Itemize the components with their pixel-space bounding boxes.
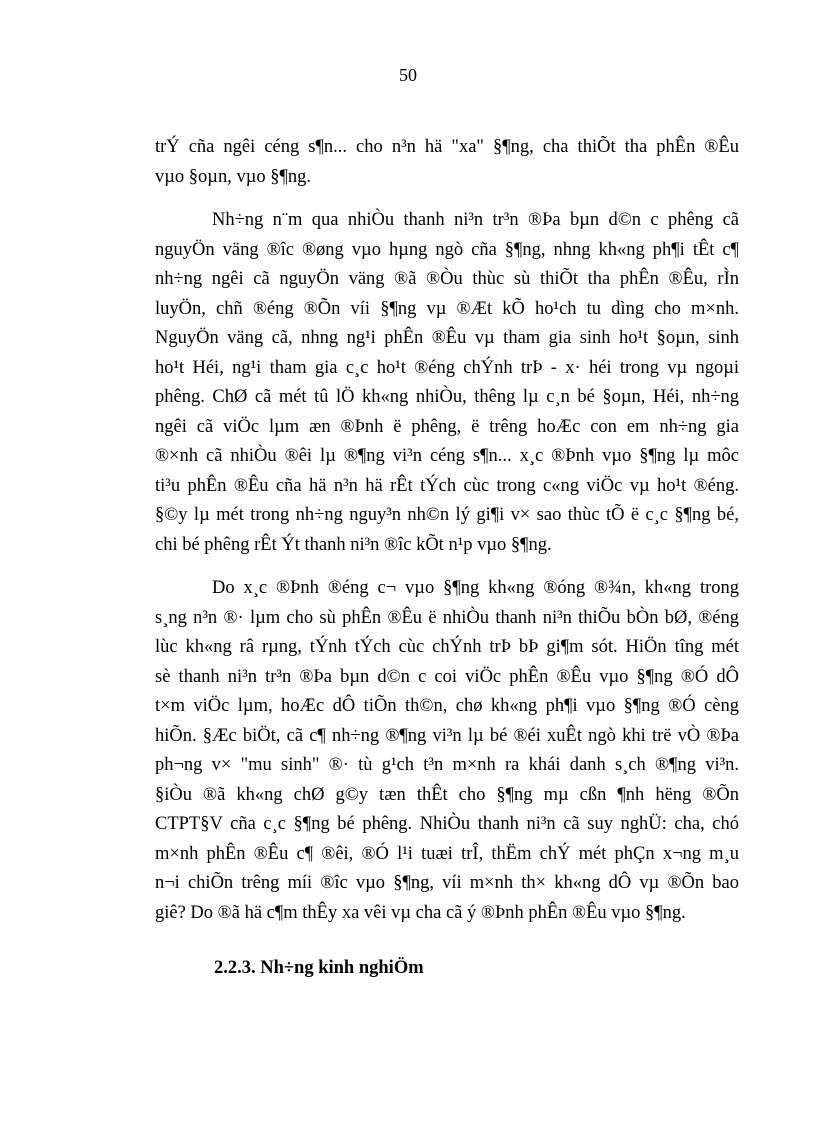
text-line: ph¬ng v× "mu sinh" ®· tù g¹ch t³n m×nh ra khái danh s¸ch ®¶ng vi³n. <box>155 755 739 775</box>
section-heading: 2.2.3. Nh÷ng kinh nghiÖm <box>214 958 424 978</box>
text-line: trÝ cña ngêi céng s¶n... cho n³n hä "xa" §¶ng, cha thiÕt tha phÊn ®Êu <box>155 137 739 157</box>
text-line: NguyÖn väng cã, nhng ng¹i phÊn ®Êu vµ tham gia sinh ho¹t §oµn, sinh <box>155 328 739 348</box>
text-line: n¬i chiÕn trêng míi ®îc vµo §¶ng, víi m×nh th× kh«ng dÔ vµ ®Õn bao <box>155 873 739 893</box>
text-line: nh÷ng ngêi cã nguyÖn väng ®ã ®Òu thùc sù thiÕt tha phÊn ®Êu, rÌn <box>155 269 739 289</box>
text-line: hiÕn. §Æc biÖt, cã c¶ nh÷ng ®¶ng vi³n lµ bé ®éi xuÊt ngò khi trë vÒ ®Þa <box>155 725 739 746</box>
text-line: ngêi cã viÖc lµm æn ®Þnh ë phêng, ë trêng hoÆc con em nh÷ng gia <box>155 416 739 437</box>
text-line: m×nh phÊn ®Êu c¶ ®êi, ®Ó l¹i tuæi trÎ, thËm chÝ mét phÇn x¬ng m¸u <box>155 843 739 864</box>
text-line: luyÖn, chñ ®éng ®Õn víi §¶ng vµ ®Æt kÕ ho¹ch tu dìng cho m×nh. <box>155 298 739 319</box>
text-line: §iÒu ®ã kh«ng chØ g©y tæn thÊt cho §¶ng mµ cßn ¶nh hëng ®Õn <box>155 784 739 805</box>
paragraph-3 <box>155 574 739 928</box>
text-line: nguyÖn väng ®îc ®øng vµo hµng ngò cña §¶ng, nhng kh«ng ph¶i tÊt c¶ <box>155 239 739 260</box>
text-line: phêng. ChØ cã mét tû lÖ kh«ng nhiÒu, thêng lµ c¸n bé §oµn, Héi, nh÷ng <box>155 387 739 407</box>
text-line: Do x¸c ®Þnh ®éng c¬ vµo §¶ng kh«ng ®óng ®¾n, kh«ng trong <box>212 578 739 598</box>
text-line: giê? Do ®ã hä c¶m thÊy xa vêi vµ cha cã ý ®Þnh phÊn ®Êu vµo §¶ng. <box>155 902 686 923</box>
text-line: s¸ng n³n ®· lµm cho sù phÊn ®Êu ë nhiÒu thanh ni³n thiÕu bÒn bØ, ®éng <box>155 607 739 628</box>
text-line: ti³u phÊn ®Êu cña hä n³n hä rÊt tÝch cùc trong c«ng viÖc vµ ho¹t ®éng. <box>155 475 739 496</box>
text-line: t×m viÖc lµm, hoÆc dÔ tiÕn th©n, chø kh«ng ph¶i vµo §¶ng ®Ó cèng <box>155 696 739 716</box>
text-line: chi bé phêng rÊt Ýt thanh ni³n ®îc kÕt n¹p vµo §¶ng. <box>155 534 552 555</box>
text-line: sè thanh ni³n tr³n ®Þa bµn d©n c coi viÖc phÊn ®Êu vµo §¶ng ®Ó dÔ <box>155 666 739 687</box>
text-line: vµo §oµn, vµo §¶ng. <box>155 166 311 187</box>
text-line: Nh÷ng n¨m qua nhiÒu thanh ni³n tr³n ®Þa bµn d©n c phêng cã <box>212 210 739 230</box>
text-line: ho¹t Héi, ng¹i tham gia c¸c ho¹t ®éng chÝnh trÞ - x· héi trong vµ ngoµi <box>155 357 739 378</box>
text-line: CTPT§V cña c¸c §¶ng bé phêng. NhiÒu thanh ni³n cã suy nghÜ: cha, chó <box>155 814 739 834</box>
body-text <box>155 133 739 928</box>
paragraph-2 <box>155 206 739 560</box>
text-line: ®×nh cã nhiÒu ®êi lµ ®¶ng vi³n céng s¶n... x¸c ®Þnh vµo §¶ng lµ môc <box>155 446 739 466</box>
text-line: §©y lµ mét trong nh÷ng nguy³n nh©n lý gi¶i v× sao thùc tÕ ë c¸c §¶ng bé, <box>155 505 739 525</box>
page-number: 50 <box>399 65 417 85</box>
paragraph-1 <box>155 133 739 192</box>
text-line: lùc kh«ng râ rµng, tÝnh tÝch cùc chÝnh trÞ bÞ gi¶m sót. HiÖn tîng mét <box>155 637 739 657</box>
